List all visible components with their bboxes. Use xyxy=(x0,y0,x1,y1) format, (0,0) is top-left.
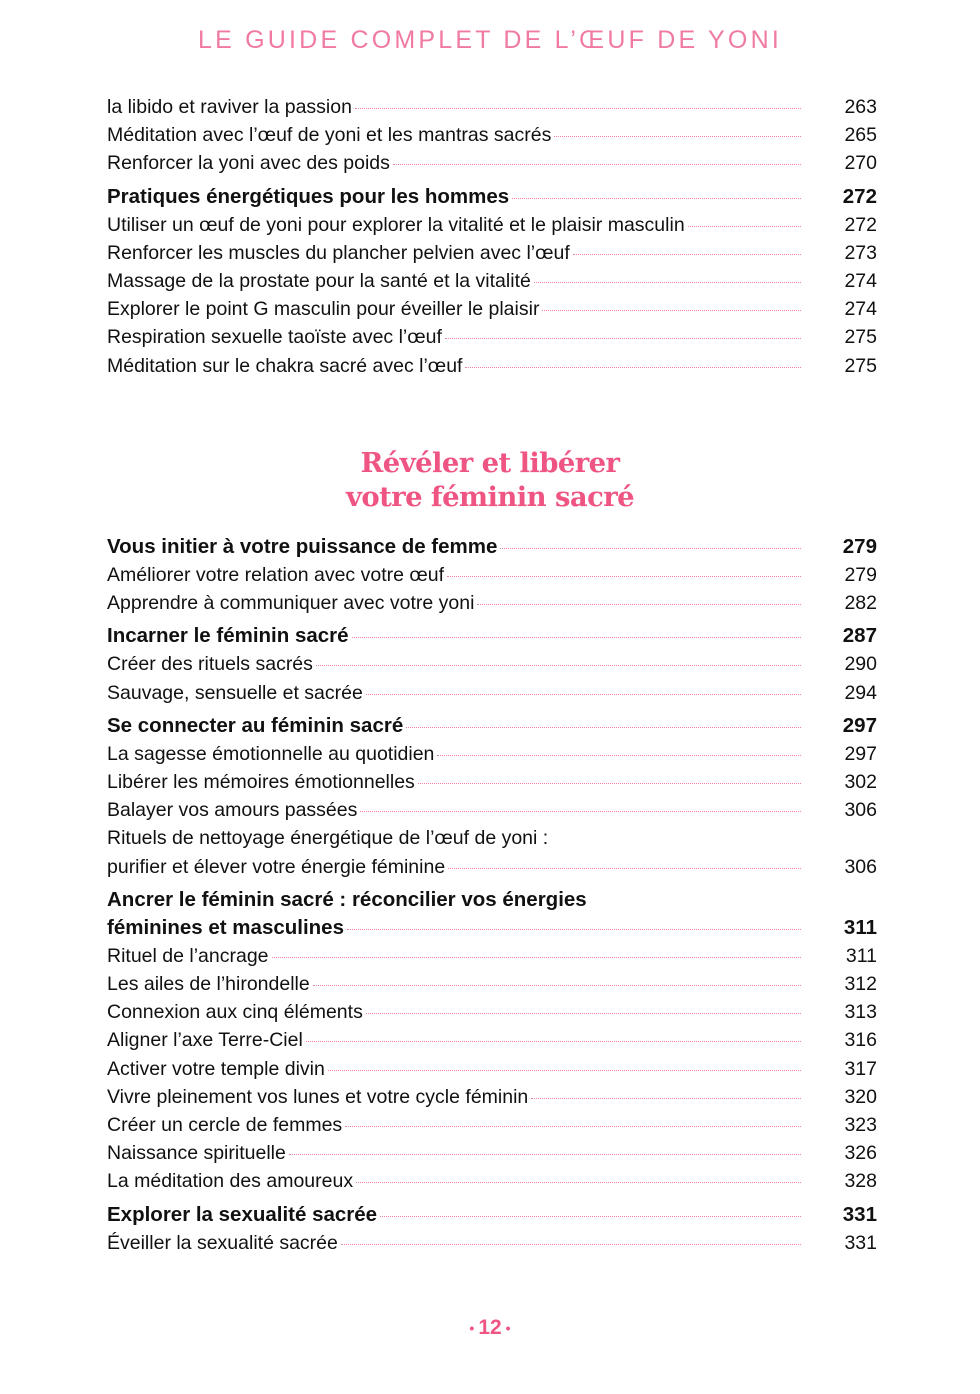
toc-heading-entry xyxy=(107,886,877,914)
toc-entry-page: 273 xyxy=(844,241,877,264)
toc-entry-page: 320 xyxy=(844,1085,877,1108)
toc-entry-title: Créer un cercle de femmes xyxy=(107,1114,343,1137)
toc-leader-dots xyxy=(418,783,801,784)
toc-entry xyxy=(107,121,877,149)
toc-leader-dots xyxy=(554,136,801,137)
footer-bullet-left: • xyxy=(469,1320,475,1337)
toc-leader-dots xyxy=(448,868,801,869)
toc-entry-page: 282 xyxy=(844,592,877,615)
toc-entry xyxy=(107,239,877,267)
toc-entry-title: Méditation avec l’œuf de yoni et les mantras sacrés xyxy=(107,124,552,147)
toc-entry-title: Rituels de nettoyage énergétique de l’œuf de yoni : xyxy=(107,827,549,850)
toc-entry-title: Activer votre temple divin xyxy=(107,1057,325,1080)
page-footer xyxy=(0,1316,980,1340)
toc-entry xyxy=(107,93,877,121)
toc-entry-title: La méditation des amoureux xyxy=(107,1170,354,1193)
toc-entry-title: Apprendre à communiquer avec votre yoni xyxy=(107,592,475,615)
toc-leader-dots xyxy=(542,310,801,311)
toc-entry-page: 265 xyxy=(844,124,877,147)
toc-entry xyxy=(107,149,877,177)
toc-entry-title: Explorer le point G masculin pour éveiller le plaisir xyxy=(107,298,540,321)
toc-entry xyxy=(107,1139,877,1167)
toc-entry-page: 306 xyxy=(844,855,877,878)
toc-leader-dots xyxy=(688,226,801,227)
toc-entry-page: 290 xyxy=(844,653,877,676)
toc-entry-page: 275 xyxy=(844,326,877,349)
toc-leader-dots xyxy=(360,811,801,812)
toc-entry xyxy=(107,323,877,351)
page-number: 12 xyxy=(478,1316,502,1339)
toc-entry-page: 311 xyxy=(843,915,877,939)
toc-entry-page: 287 xyxy=(842,624,877,648)
toc-entry xyxy=(107,1026,877,1054)
toc-entry-page: 326 xyxy=(844,1142,877,1165)
toc-leader-dots xyxy=(328,1070,801,1071)
toc-entry xyxy=(107,796,877,824)
toc-entry-title: Massage de la prostate pour la santé et la vitalité xyxy=(107,270,531,293)
section-title xyxy=(0,446,980,514)
toc-heading-entry xyxy=(107,622,877,650)
toc-leader-dots xyxy=(380,1216,801,1217)
toc-entry-title: Libérer les mémoires émotionnelles xyxy=(107,771,415,794)
toc-top-list xyxy=(107,93,877,380)
toc-entry-page: 263 xyxy=(844,96,877,118)
toc-entry-title: Vous initier à votre puissance de femme xyxy=(107,535,498,558)
toc-heading-entry xyxy=(107,1201,877,1229)
toc-leader-dots xyxy=(437,755,801,756)
toc-leader-dots xyxy=(366,1013,801,1014)
toc-entry-page: 312 xyxy=(844,973,877,996)
toc-entry-page: 274 xyxy=(844,298,877,321)
toc-leader-dots xyxy=(289,1154,801,1155)
toc-leader-dots xyxy=(406,727,801,728)
section-title-line-2: votre féminin sacré xyxy=(345,481,635,513)
toc-entry-page: 306 xyxy=(844,799,877,822)
toc-entry-title: Vivre pleinement vos lunes et votre cycle féminin xyxy=(107,1085,529,1108)
toc-leader-dots xyxy=(313,985,801,986)
running-header: LE GUIDE COMPLET DE L’ŒUF DE YONI xyxy=(198,26,782,54)
toc-leader-dots xyxy=(534,282,801,283)
toc-entry-title: Se connecter au féminin sacré xyxy=(107,713,404,737)
toc-entry-title: Les ailes de l’hirondelle xyxy=(107,973,310,996)
toc-entry-title: La sagesse émotionnelle au quotidien xyxy=(107,742,435,765)
toc-leader-dots xyxy=(366,694,801,695)
toc-leader-dots xyxy=(477,604,801,605)
toc-entry-title: Utiliser un œuf de yoni pour explorer la vitalité et le plaisir masculin xyxy=(107,213,685,236)
toc-entry-title: Renforcer la yoni avec des poids xyxy=(107,152,390,175)
toc-entry-page: 331 xyxy=(842,1202,877,1226)
toc-entry-page: 279 xyxy=(844,564,877,586)
toc-leader-dots xyxy=(341,1244,801,1245)
toc-entry xyxy=(107,768,877,796)
toc-heading-entry xyxy=(107,914,877,942)
toc-entry-page: 311 xyxy=(845,944,877,967)
toc-entry-page: 302 xyxy=(844,771,877,794)
toc-entry xyxy=(107,970,877,998)
toc-entry-page: 317 xyxy=(844,1057,877,1080)
toc-leader-dots xyxy=(316,665,801,666)
toc-entry xyxy=(107,1111,877,1139)
toc-entry-page: 279 xyxy=(842,535,877,558)
toc-leader-dots xyxy=(352,637,801,638)
toc-entry xyxy=(107,352,877,380)
toc-entry-title: la libido et raviver la passion xyxy=(107,96,352,118)
toc-entry-page: 275 xyxy=(844,354,877,377)
toc-entry-title: Rituel de l’ancrage xyxy=(107,944,269,967)
toc-leader-dots xyxy=(512,198,801,199)
toc-entry-title: Incarner le féminin sacré xyxy=(107,624,349,648)
toc-entry xyxy=(107,1229,877,1257)
toc-entry xyxy=(107,942,877,970)
toc-entry-page: 297 xyxy=(844,742,877,765)
toc-entry-title: Sauvage, sensuelle et sacrée xyxy=(107,681,363,704)
toc-leader-dots xyxy=(531,1098,801,1099)
toc-entry-page: 331 xyxy=(844,1231,877,1254)
footer-bullet-right: • xyxy=(505,1320,511,1337)
toc-entry xyxy=(107,650,877,678)
toc-entry xyxy=(107,1167,877,1195)
toc-entry-title: Explorer la sexualité sacrée xyxy=(107,1202,378,1226)
toc-entry-page: 294 xyxy=(844,681,877,704)
toc-leader-dots xyxy=(465,367,801,368)
toc-entry-title: purifier et élever votre énergie féminine xyxy=(107,855,446,878)
toc-entry-title: Pratiques énergétiques pour les hommes xyxy=(107,184,510,208)
toc-entry-page: 316 xyxy=(844,1029,877,1052)
toc-entry-page: 297 xyxy=(842,713,877,737)
toc-entry-title: Créer des rituels sacrés xyxy=(107,653,313,676)
toc-entry xyxy=(107,824,877,852)
toc-leader-dots xyxy=(393,164,801,165)
toc-entry xyxy=(107,998,877,1026)
toc-leader-dots xyxy=(447,576,801,577)
toc-entry-page: 272 xyxy=(842,184,877,208)
toc-entry-title: féminines et masculines xyxy=(107,915,344,939)
toc-bottom-list xyxy=(107,533,877,1257)
toc-entry-page: 270 xyxy=(844,152,877,175)
toc-leader-dots xyxy=(347,929,801,930)
toc-entry xyxy=(107,1055,877,1083)
toc-entry-title: Améliorer votre relation avec votre œuf xyxy=(107,564,445,586)
toc-entry xyxy=(107,853,877,881)
toc-entry xyxy=(107,267,877,295)
toc-entry-title: Respiration sexuelle taoïste avec l’œuf xyxy=(107,326,442,349)
toc-entry-title: Naissance spirituelle xyxy=(107,1142,286,1165)
toc-entry-page: 274 xyxy=(844,270,877,293)
toc-leader-dots xyxy=(345,1126,801,1127)
toc-leader-dots xyxy=(500,548,801,549)
toc-entry xyxy=(107,740,877,768)
toc-leader-dots xyxy=(356,1182,801,1183)
toc-entry-title: Connexion aux cinq éléments xyxy=(107,1001,363,1024)
toc-heading-entry xyxy=(107,712,877,740)
toc-leader-dots xyxy=(445,338,801,339)
toc-entry xyxy=(107,211,877,239)
toc-entry-page: 328 xyxy=(844,1170,877,1193)
toc-leader-dots xyxy=(306,1041,801,1042)
toc-entry xyxy=(107,561,877,589)
toc-entry-title: Renforcer les muscles du plancher pelvien avec l’œuf xyxy=(107,241,570,264)
toc-entry xyxy=(107,589,877,617)
toc-entry-title: Balayer vos amours passées xyxy=(107,799,358,822)
toc-heading-entry xyxy=(107,533,877,561)
toc-leader-dots xyxy=(573,254,801,255)
toc-heading-entry xyxy=(107,183,877,211)
toc-entry-title: Aligner l’axe Terre-Ciel xyxy=(107,1029,303,1052)
toc-leader-dots xyxy=(272,957,801,958)
section-title-line-1: Révéler et libérer xyxy=(360,447,620,479)
toc-entry-title: Éveiller la sexualité sacrée xyxy=(107,1231,338,1254)
toc-entry xyxy=(107,295,877,323)
toc-entry-title: Méditation sur le chakra sacré avec l’œuf xyxy=(107,354,463,377)
toc-entry-title: Ancrer le féminin sacré : réconcilier vos énergies xyxy=(107,887,587,911)
toc-entry xyxy=(107,1083,877,1111)
toc-entry xyxy=(107,679,877,707)
toc-entry-page: 272 xyxy=(844,213,877,236)
toc-entry-page: 323 xyxy=(844,1114,877,1137)
toc-entry-page: 313 xyxy=(844,1001,877,1024)
toc-leader-dots xyxy=(355,108,801,109)
